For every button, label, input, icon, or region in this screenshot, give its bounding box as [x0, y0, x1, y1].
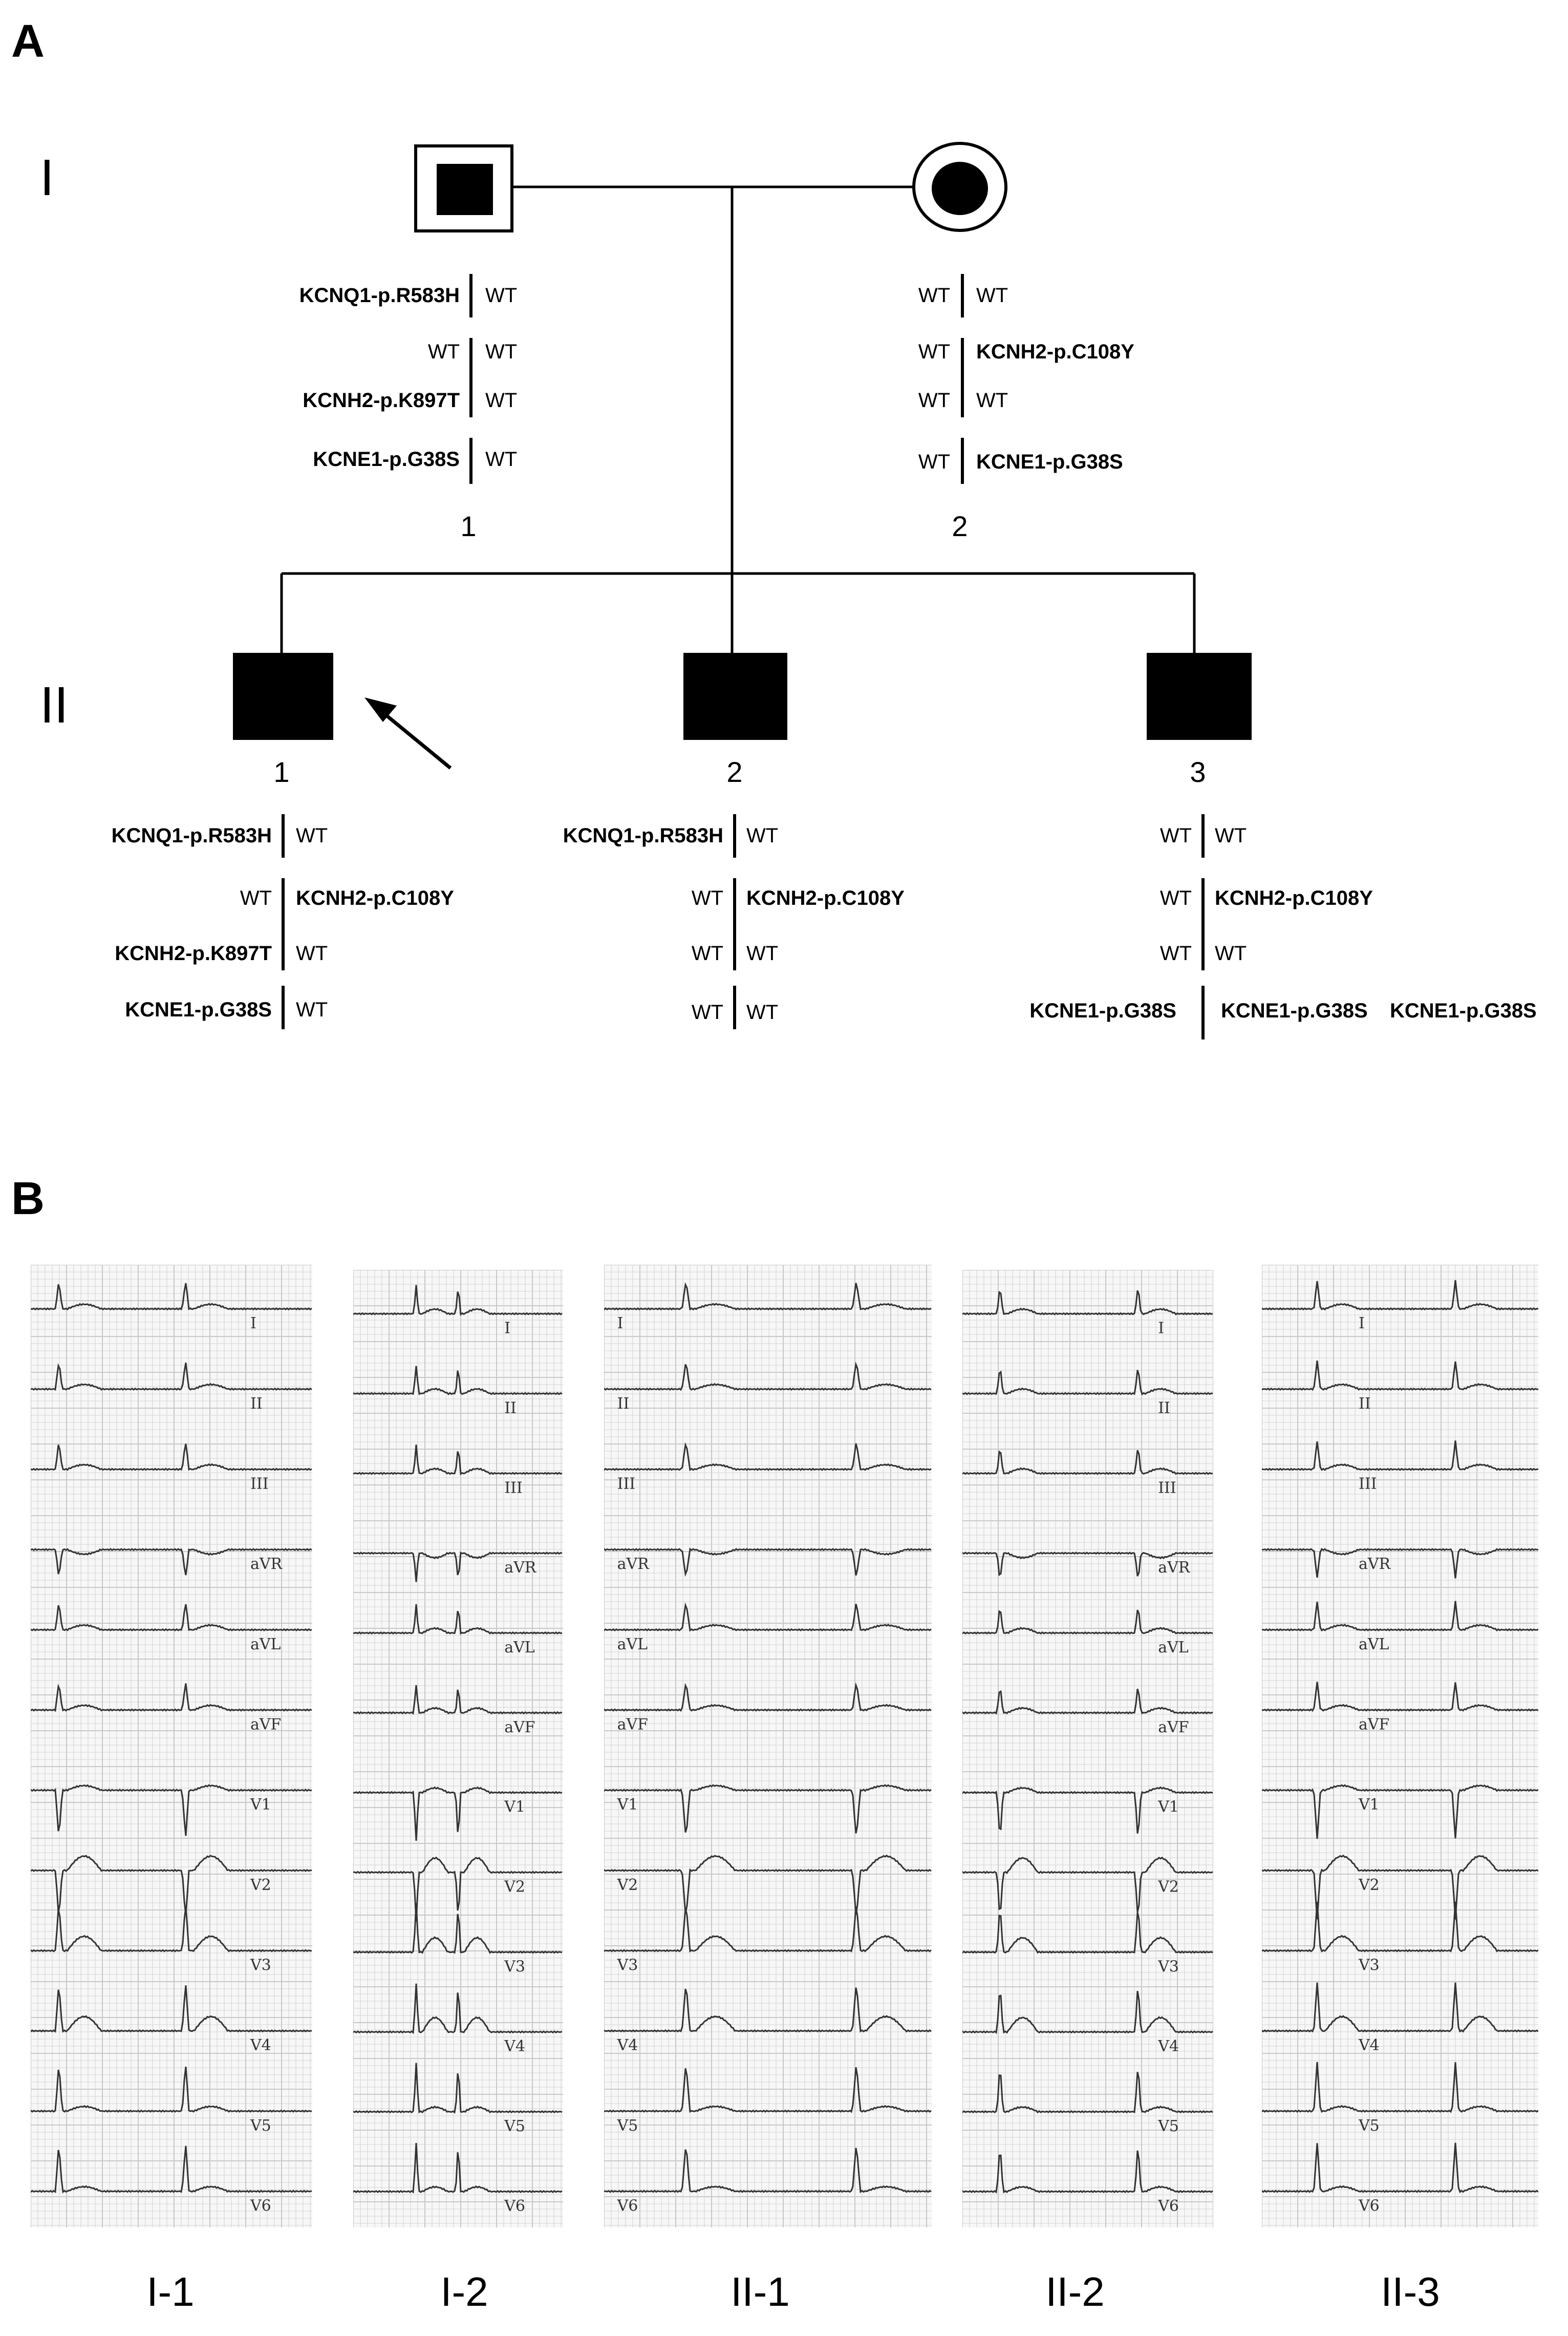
ecg-caption-ii-2: II-2: [1045, 2269, 1105, 2314]
ecg-lead-label: aVF: [250, 1715, 282, 1734]
ecg-lead-label: V6: [504, 2197, 525, 2215]
genotype-right: KCNH2-p.C108Y: [296, 887, 454, 909]
ecg-lead-label: V6: [617, 2197, 638, 2215]
ecg-paper: [604, 1265, 932, 2227]
ecg-lead-label: V2: [1359, 1876, 1380, 1894]
ecg-lead-label: V1: [504, 1798, 525, 1816]
genotype-left: WT: [1159, 887, 1192, 909]
genotype-right: WT: [296, 942, 328, 965]
ecg-lead-label: I: [1158, 1319, 1165, 1337]
proband-arrow: [364, 697, 450, 768]
ecg-lead-label: V3: [250, 1956, 271, 1974]
ecg-lead-label: V4: [1359, 2036, 1380, 2055]
individual-ii-2-number: 2: [726, 756, 743, 788]
ecg-lead-label: aVR: [1359, 1555, 1391, 1574]
ecg-lead-label: V3: [1359, 1956, 1380, 1974]
ecg-strip-ii-1: [604, 1265, 932, 2227]
ecg-strip-ii-2: [962, 1270, 1213, 2227]
ecg-paper: [31, 1265, 312, 2227]
genotype-left: WT: [918, 451, 950, 473]
genotype-right: KCNE1-p.G38S: [976, 451, 1123, 473]
genotype-left: WT: [691, 1001, 723, 1024]
genotype-right: WT: [1215, 824, 1247, 847]
individual-ii-3-number: 3: [1190, 756, 1206, 788]
genotype-left: WT: [240, 887, 272, 909]
ecg-lead-label: aVL: [617, 1635, 648, 1653]
genotype-extra: KCNE1-p.G38S: [1390, 1000, 1537, 1022]
individual-ii-2-symbol: [683, 653, 787, 740]
ecg-lead-label: I: [617, 1314, 624, 1333]
genotype-right: WT: [746, 942, 779, 965]
ecg-lead-label: aVL: [504, 1639, 535, 1657]
genotype-left: KCNH2-p.K897T: [115, 942, 272, 965]
generation-ii-label: II: [40, 676, 69, 734]
ecg-caption-i-1: I-1: [146, 2269, 195, 2314]
genotype-left: WT: [1159, 942, 1192, 965]
genotype-left: KCNQ1-p.R583H: [563, 824, 723, 847]
individual-i-1-inner-fill: [437, 164, 493, 215]
ecg-lead-label: I: [504, 1319, 511, 1337]
ecg-strip-i-2: [353, 1270, 563, 2227]
ecg-lead-label: aVL: [250, 1635, 281, 1653]
ecg-lead-label: V2: [504, 1878, 525, 1896]
panel-b-label: B: [11, 1173, 45, 1224]
genotype-right: KCNH2-p.C108Y: [976, 341, 1134, 363]
ecg-lead-label: III: [250, 1475, 269, 1493]
individual-ii-1-number: 1: [273, 756, 290, 788]
genotype-right: WT: [485, 448, 518, 471]
ecg-lead-label: II: [617, 1394, 630, 1413]
ecg-lead-label: V4: [1158, 2037, 1179, 2056]
genotype-left: KCNH2-p.K897T: [303, 389, 460, 412]
ecg-lead-label: V5: [250, 2116, 271, 2135]
genotype-right: KCNH2-p.C108Y: [746, 887, 905, 909]
genotype-left: KCNE1-p.G38S: [125, 999, 272, 1021]
ecg-paper: [1262, 1265, 1538, 2227]
ecg-lead-label: II: [504, 1399, 517, 1417]
pedigree-diagram: [0, 0, 1568, 1075]
ecg-lead-label: aVF: [504, 1718, 535, 1736]
genotype-left: WT: [691, 887, 723, 909]
ecg-lead-label: V1: [617, 1796, 638, 1814]
ecg-lead-label: V1: [250, 1796, 271, 1814]
generation-i-label: I: [40, 149, 54, 206]
ecg-lead-label: V4: [250, 2036, 271, 2055]
genotype-right: KCNE1-p.G38S: [1221, 1000, 1368, 1022]
ecg-lead-label: I: [1359, 1314, 1365, 1333]
ecg-lead-label: aVR: [1158, 1559, 1190, 1577]
ecg-lead-label: V4: [504, 2037, 525, 2056]
ecg-lead-label: aVL: [1359, 1635, 1389, 1653]
genotype-right: KCNH2-p.C108Y: [1215, 887, 1373, 909]
genotype-right: WT: [976, 284, 1008, 307]
genotype-right: WT: [485, 341, 518, 363]
ecg-lead-label: aVR: [617, 1555, 649, 1574]
genotype-right: WT: [485, 389, 518, 412]
ecg-lead-label: III: [1158, 1479, 1176, 1497]
individual-i-2-inner-fill: [932, 162, 988, 215]
ecg-lead-label: V5: [617, 2116, 638, 2135]
ecg-lead-label: V5: [504, 2117, 525, 2136]
ecg-lead-label: III: [617, 1475, 636, 1493]
ecg-lead-label: V6: [1359, 2197, 1380, 2215]
ecg-lead-label: V4: [617, 2036, 638, 2055]
ecg-lead-label: aVF: [617, 1715, 648, 1734]
ecg-lead-label: V3: [1158, 1958, 1179, 1976]
individual-i-1-number: 1: [460, 510, 477, 542]
genotype-left: WT: [918, 389, 950, 412]
individual-ii-1-symbol: [233, 653, 333, 740]
ecg-caption-i-2: I-2: [440, 2269, 488, 2314]
ecg-lead-label: aVF: [1359, 1715, 1390, 1734]
ecg-lead-label: II: [1359, 1394, 1371, 1413]
ecg-lead-label: V1: [1158, 1798, 1179, 1816]
ecg-lead-label: aVL: [1158, 1639, 1189, 1657]
ecg-lead-label: aVR: [250, 1555, 283, 1574]
individual-i-2-number: 2: [952, 510, 968, 542]
ecg-lead-label: V3: [504, 1958, 525, 1976]
genotype-right: WT: [746, 824, 779, 847]
genotype-left: KCNE1-p.G38S: [1029, 1000, 1176, 1022]
ecg-lead-label: V5: [1158, 2117, 1179, 2136]
genotype-left: KCNE1-p.G38S: [313, 448, 460, 471]
ecg-lead-label: V1: [1359, 1796, 1380, 1814]
ecg-lead-label: II: [1158, 1399, 1170, 1417]
ecg-lead-label: aVF: [1158, 1718, 1189, 1736]
genotype-right: WT: [976, 389, 1008, 412]
genotype-right: WT: [485, 284, 518, 307]
genotype-left: WT: [918, 284, 950, 307]
genotype-right: WT: [1215, 942, 1247, 965]
ecg-lead-label: V6: [250, 2197, 271, 2215]
ecg-lead-label: V2: [617, 1876, 638, 1894]
ecg-lead-label: III: [1359, 1475, 1377, 1493]
panel-a-label: A: [11, 16, 45, 67]
genotype-left: KCNQ1-p.R583H: [299, 284, 460, 307]
ecg-lead-label: V6: [1158, 2197, 1179, 2215]
ecg-lead-label: V5: [1359, 2116, 1380, 2135]
ecg-strip-i-1: [31, 1265, 312, 2227]
ecg-lead-label: III: [504, 1479, 523, 1497]
genotype-left: WT: [427, 341, 460, 363]
ecg-lead-label: V2: [250, 1876, 271, 1894]
genotype-left: KCNQ1-p.R583H: [111, 824, 272, 847]
genotype-right: WT: [296, 824, 328, 847]
ecg-lead-label: V3: [617, 1956, 638, 1974]
ecg-caption-ii-1: II-1: [731, 2269, 790, 2314]
genotype-right: WT: [746, 1001, 779, 1024]
ecg-lead-label: II: [250, 1394, 263, 1413]
genotype-left: WT: [691, 942, 723, 965]
individual-ii-3-symbol: [1147, 653, 1252, 740]
genotype-left: WT: [918, 341, 950, 363]
ecg-lead-label: V2: [1158, 1878, 1179, 1896]
ecg-strip-ii-3: [1262, 1265, 1538, 2227]
ecg-lead-label: aVR: [504, 1559, 536, 1577]
ecg-lead-label: I: [250, 1314, 256, 1333]
ecg-caption-ii-3: II-3: [1381, 2269, 1440, 2314]
genotype-left: WT: [1159, 824, 1192, 847]
genotype-right: WT: [296, 999, 328, 1021]
